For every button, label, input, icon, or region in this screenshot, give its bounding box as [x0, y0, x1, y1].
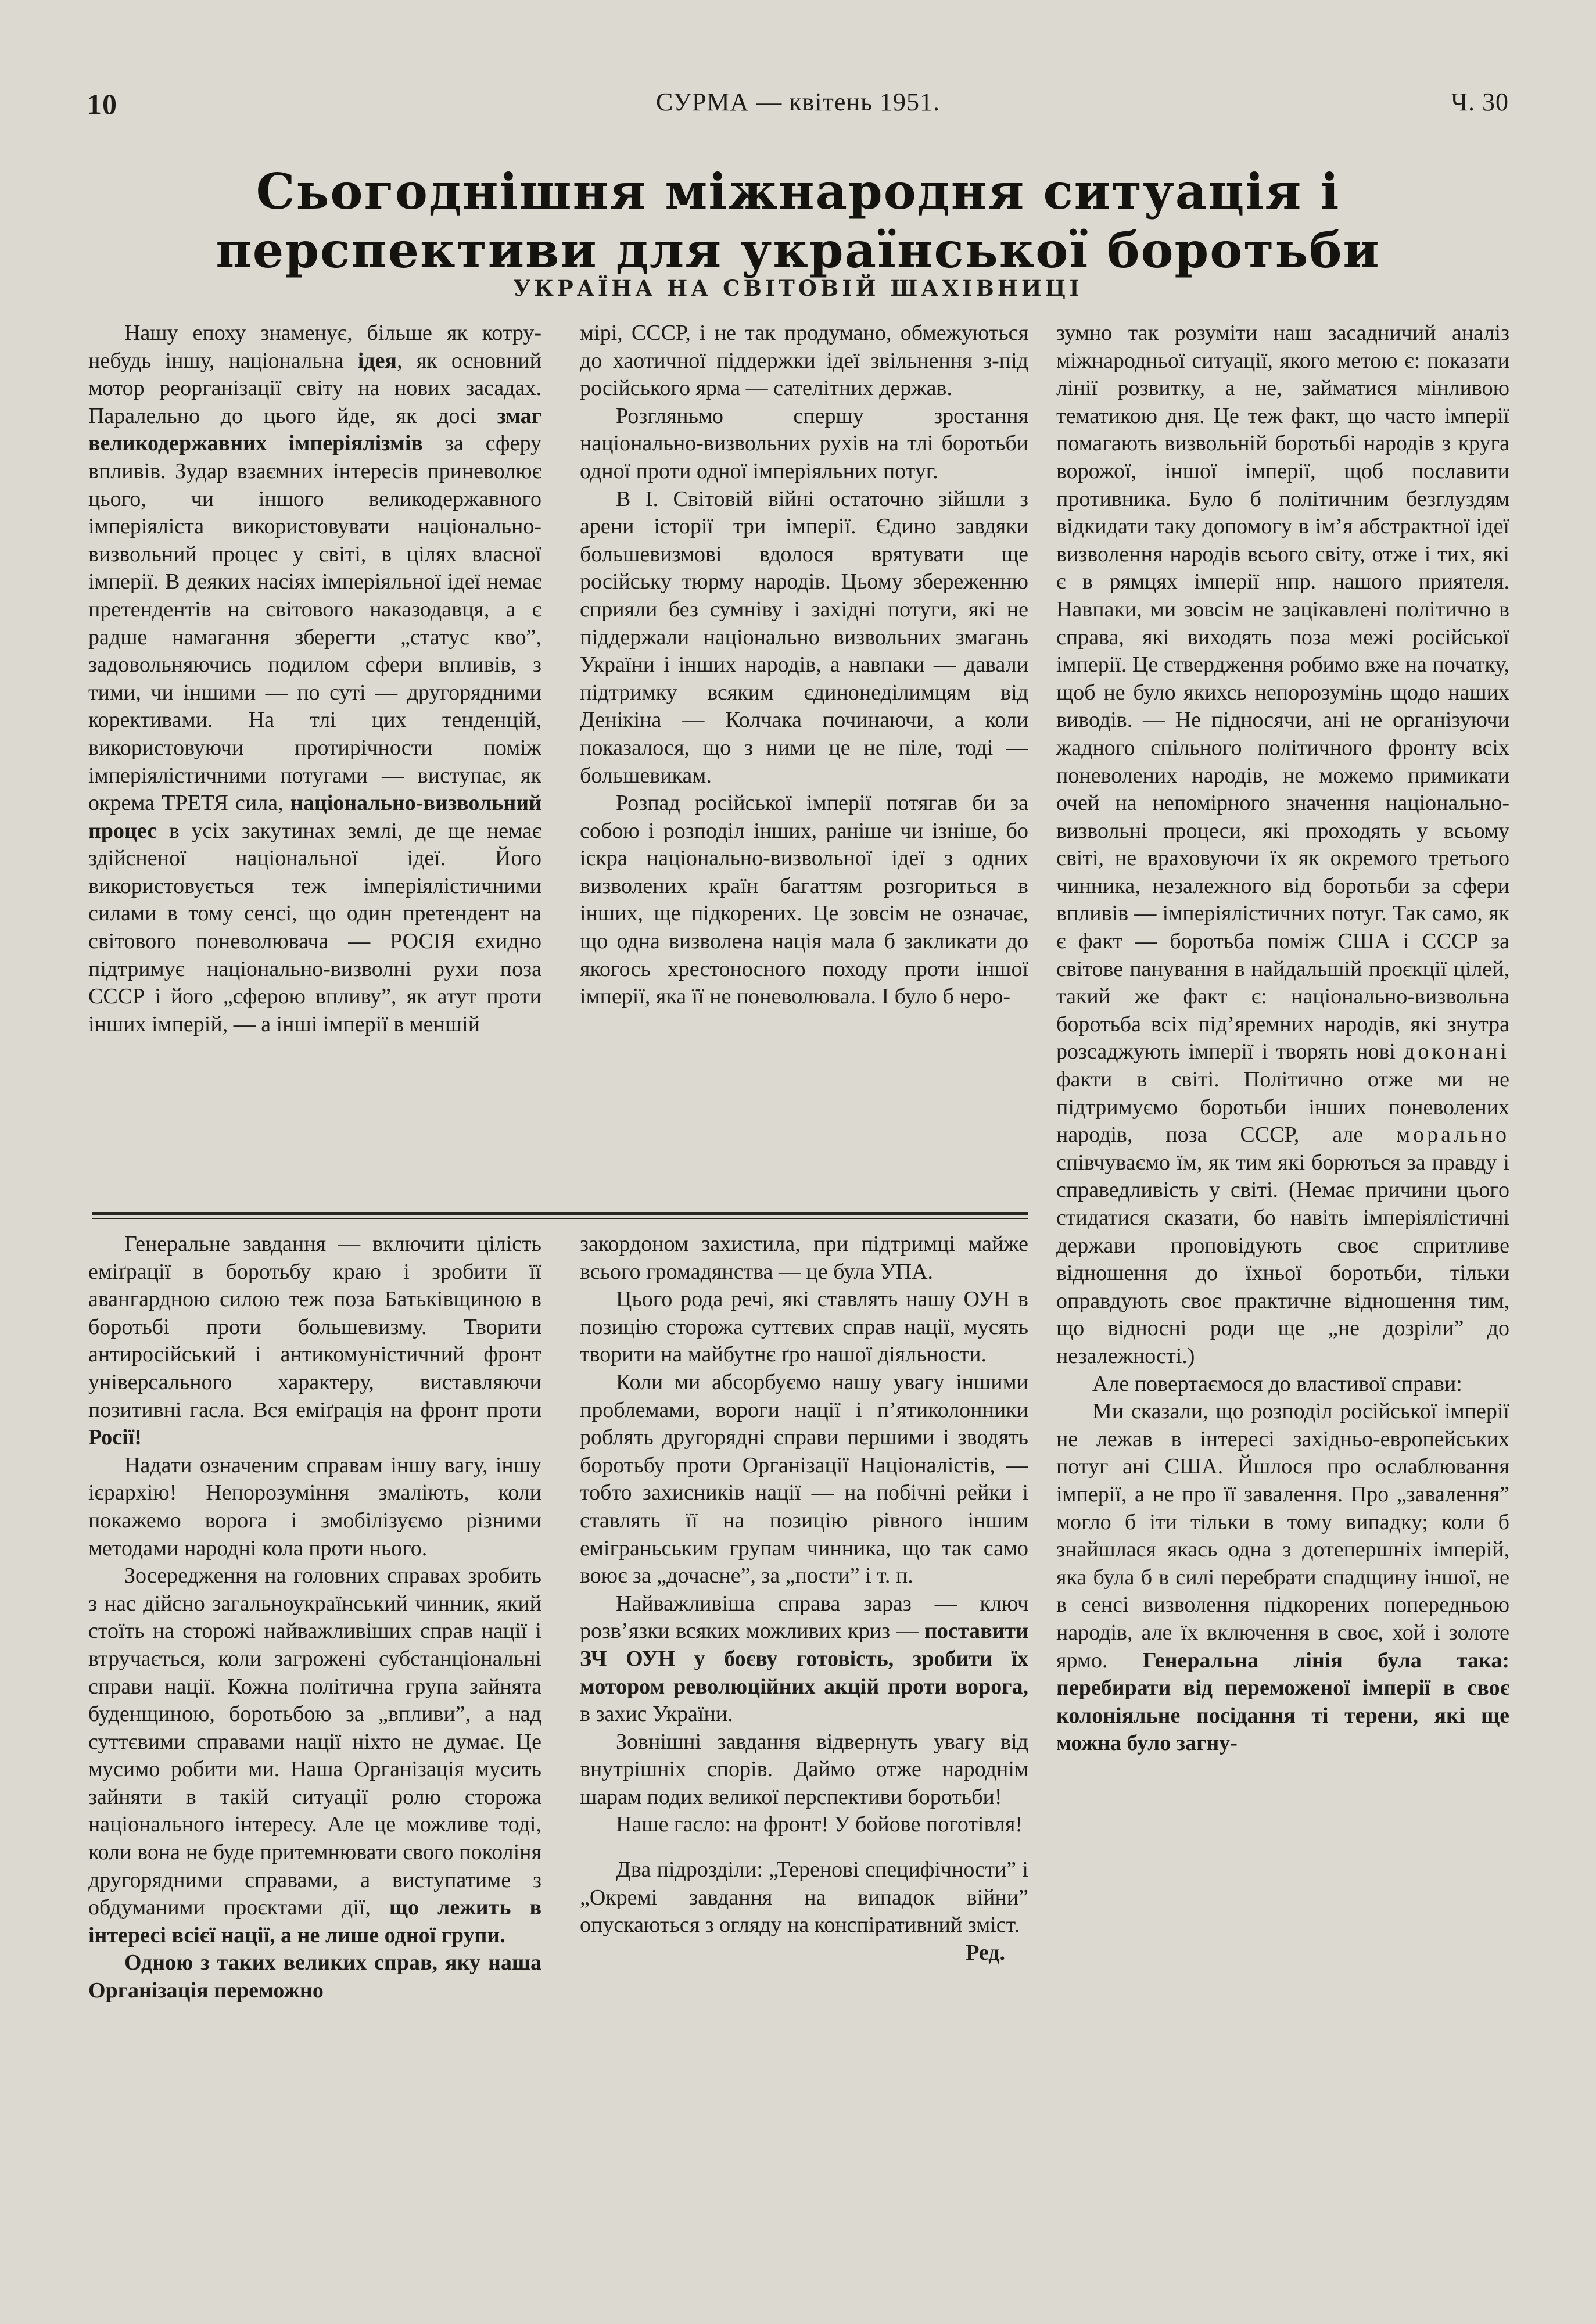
signature: Ред.: [966, 1940, 1005, 1965]
paragraph: закордоном захистила, при підтримці майже всього громадянства — це була УПА.: [580, 1232, 1028, 1284]
column-2-lower: [580, 1231, 1028, 2189]
article-subtitle: УКРАЇНА НА СВІТОВІЙ ШАХІВНИЦІ: [513, 275, 1083, 301]
publication-dateline: СУРМА — квітень 1951.: [655, 88, 941, 116]
paragraph: Розгляньмо спершу зростання національно-визвольних рухів на тлі боротьби одної проти одної імперіяльних потуг.: [580, 403, 1028, 483]
running-header: [87, 87, 1509, 128]
paragraph: Ми сказали, що розподіл російської імперії не лежав в інтересі західньо-европейських потуг ані США. Йшлося про ослаблювання імперії, а не про її завалення. Про „завалення” могло б іти тільки в тому випадку; коли б знайшлася якась одна з дотепершніх імперій, яка була б в силі перебрати спадщину іншої, не в сенсі визволення підкорених попередньою народів, але їх включення в своє, хой і золоте ярмо. Генеральна лінія була така: перебирати від переможеної імперії в своє колоніяльне посідання ті терени, які ще можна було загну-: [1056, 1399, 1509, 1756]
paragraph: Зовнішні завдання відвернуть увагу від внутрішніх спорів. Даймо отже народнім шарам подих великої перспективи боротьби!: [580, 1729, 1028, 1809]
paragraph: мірі, СССР, і не так продумано, обмежуються до хаотичної піддержки ідеї звільнення з-під російського ярма — сателітних держав.: [580, 321, 1028, 401]
paragraph: Наше гасло: на фронт! У бойове поготівля!: [616, 1812, 1023, 1837]
paragraph: Нашу епоху знаменує, більше як котру-небудь іншу, національна ідея, як основний мотор реорганізації світу на нових засадах. Паралельно до цього йде, як досі змаг великодержавних імперіялізмів за сферу впливів. Зудар взаємних інтересів приневолює цього, чи іншого великодержавного імперіяліста використовувати національно-визвольний процес у світі, в цілях власної імперії. В деяких насіях імперіяльної ідеї немає претендентів на світового наказодавця, а є радше намагання зберегти „статус кво”, задовольняючись подилом сфери впливів, з тими, чи іншими — по суті — другорядними корективами. На тлі цих тенденцій, використовуючи протирічности поміж імперіялістичними потугами — виступає, як окрема ТРЕТЯ сила, національно-визвольний процес в усіх закутинах землі, де ще немає здійсненої національної ідеї. Його використовується теж імперіялістичними силами в тому сенсі, що один претендент на світового поневолювача — РОСІЯ єхидно підтримує національно-визволні рухи поза СССР і його „сферою впливу”, як атут проти інших імперій, — а інші імперії в меншій: [88, 321, 541, 1037]
paragraph: Коли ми абсорбуємо нашу увагу іншими проблемами, вороги нації і п’ятиколонники роблять другорядні справи першими і зводять боротьбу проти Організації Націоналістів, — тобто захисників нації — на побічні рейки і ставлять її на позицію рівного іншим еміграньським групам чинника, що так само воює за „дочасне”, за „пости” і т. п.: [580, 1369, 1028, 1588]
column-1-upper: [88, 320, 541, 1194]
paragraph: Розпад російської імперії потягав би за собою і розподіл інших, раніше чи ізніше, бо іскра національно-визвольної ідеї з одних визволених країн багаттям розгориться в інших, ще підкорених. Це зовсім не означає, що одна визволена нація мала б закликати до якогось хрестоносного походу проти іншої імперії, яка її не поневолювала. І було б неро-: [580, 791, 1028, 1009]
section-divider-thin: [92, 1218, 1028, 1219]
paragraph: Найважливіша справа зараз — ключ розв’язки всяких можливих криз — поставити ЗЧ ОУН у боєву готовість, зробити їх мотором революційних акцій проти ворога, в захис України.: [580, 1591, 1028, 1727]
column-2-upper: [580, 320, 1028, 1194]
paragraph: Генеральне завдання — включити цілість еміґрації в боротьбу краю і зробити її авангардною силою теж поза Батьківщиною в боротьбі проти большевизму. Творити антиросійський і антикомуністичний фронт універсального характеру, виставляючи позитивні гасла. Вся еміґрація на фронт проти Росії!: [88, 1232, 541, 1450]
editorial-note: Два підрозділи: „Теренові специфічности” і „Окремі завдання на випадок війни” опускаються з огляду на конспіративний зміст.: [580, 1857, 1028, 1938]
paragraph: Одною з таких великих справ, яку наша Організація переможно: [88, 1950, 541, 2003]
article-title: Сьогоднішня міжнародня ситуація і перспективи для української боротьби: [216, 163, 1380, 279]
column-1-lower: [88, 1231, 541, 2189]
paragraph: зумно так розуміти наш засадничий аналіз міжнародньої ситуації, якого метою є: показати лінії розвитку, а не, займатися мінливою тематикою дня. Це теж факт, що часто імперії помагають визвольній боротьбі народів з круга ворожої, іншої імперії, щоб пославити противника. Було б політичним безглуздям відкидати таку допомогу в ім’я абстрактної ідеї визволення народів всього світу, отже і тих, які є в рямцях імперії нпр. нашого приятеля. Навпаки, ми зовсім не зацікавлені політично в справа, які виходять поза межі російської імперії. Це ствердження робимо вже на початку, щоб не було якихсь непорозумінь щодо наших виводів. — Не підносячи, ані не організуючи жадного спільного політичного фронту всіх поневолених народів, не можемо примикати очей на непомірного значення національно-визвольні процеси, які проходять у всьому світі, не враховуючи їх як окремого третього чинника, незалежного від боротьби за сфери впливів — імперіялістичних потуг. Так само, як є факт — боротьба поміж США і СССР за світове панування в найдальшій проєкції цілей, такий же факт є: національно-визвольна боротьба всіх під’яремних народів, які знутра розсаджують імперії і творять нові доконані факти в світі. Політично отже ми не підтримуємо боротьби інших поневолених народів, поза СССР, але морально співчуваємо їм, як тим які борються за правду і справедливість у світі. (Немає причини цього стидатися сказати, бо навіть імперіялістичні держави проповідують своє спритливе відношення до їхньої боротьби, тільки оправдують своє практичне відношення тим, що відносні роди ще „не дозріли” до незалежності.): [1056, 321, 1509, 1368]
page-number: 10: [87, 88, 117, 120]
column-3: [1056, 320, 1509, 2208]
paragraph: Зосередження на головних справах зробить з нас дійсно загальноукраїнський чинник, який стоїть на сторожі найважливіших справ нації і втручається, коли загрожені субстанціональні справи нації. Кожна політична група зайнята буденщиною, боротьбою за „впливи”, а над суттєвими справами нації ніхто не думає. Це мусимо робити ми. Наша Організація мусить зайняти в такій ситуації ролю сторожа національного інтересу. Але це можливе тоді, коли вона не буде притемнювати свого поколіня другорядними справами, а виступатиме з обдуманими проєктами дії, що лежить в інтересі всієї нації, а не лише одної групи.: [88, 1563, 541, 1948]
paragraph: Цього рода речі, які ставлять нашу ОУН в позицію сторожа суттєвих справ нації, мусять творити на майбутнє ґро нашої діяльности.: [580, 1287, 1028, 1367]
section-divider: [92, 1212, 1028, 1215]
issue-number: Ч. 30: [1451, 88, 1509, 116]
paragraph: Надати означеним справам іншу вагу, іншу ієрархію! Непорозуміння змаліють, коли покажемо ворога і змобілізуємо різними методами народні кола проти нього.: [88, 1452, 541, 1561]
paragraph: Але повертаємося до властивої справи:: [1092, 1371, 1462, 1396]
paragraph: В І. Світовій війні остаточно зійшли з арени історії три імперії. Єдино завдяки большевизмові вдолося врятувати ще російську тюрму народів. Цьому збереженню сприяли без сумніву і західні потуги, які не піддержали національно визвольних змагань України і інших народів, а навпаки — давали підтримку всяким єдинонеділимцям від Денікіна — Колчака починаючи, а коли показалося, що з ними це не піле, тоді — большевикам.: [580, 486, 1028, 788]
